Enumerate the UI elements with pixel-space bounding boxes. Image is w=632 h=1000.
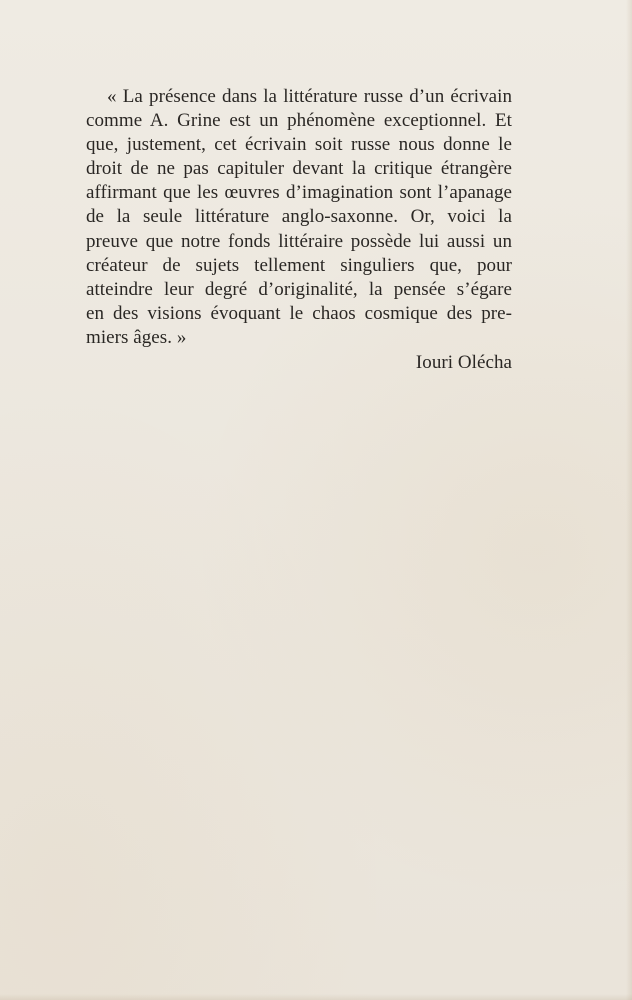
quote-line-9: atteindre leur degré d’originalité, la pensée s’égare	[86, 278, 512, 300]
page-edge-shadow-bottom	[0, 994, 632, 1000]
quote-block	[86, 85, 512, 375]
quote-line-2: comme A. Grine est un phénomène exceptionnel. Et	[86, 110, 512, 132]
quote-attribution: Iouri Olécha	[415, 352, 512, 374]
quote-line-11: miers âges. »	[86, 326, 187, 348]
quote-line-7: preuve que notre fonds littéraire possède lui aussi un	[86, 230, 512, 252]
page-edge-shadow-right	[626, 0, 632, 1000]
quote-line-3: que, justement, cet écrivain soit russe nous donne le	[86, 134, 512, 156]
quote-line-4: droit de ne pas capituler devant la critique étrangère	[86, 158, 512, 180]
quote-line-10: en des visions évoquant le chaos cosmique des pre-	[86, 302, 512, 324]
quote-line-6: de la seule littérature anglo-saxonne. Or, voici la	[86, 206, 512, 228]
quote-line-1: « La présence dans la littérature russe d’un écrivain	[107, 86, 512, 107]
quote-line-5: affirmant que les œuvres d’imagination sont l’apanage	[86, 182, 512, 204]
quote-line-8: créateur de sujets tellement singuliers que, pour	[86, 254, 512, 276]
